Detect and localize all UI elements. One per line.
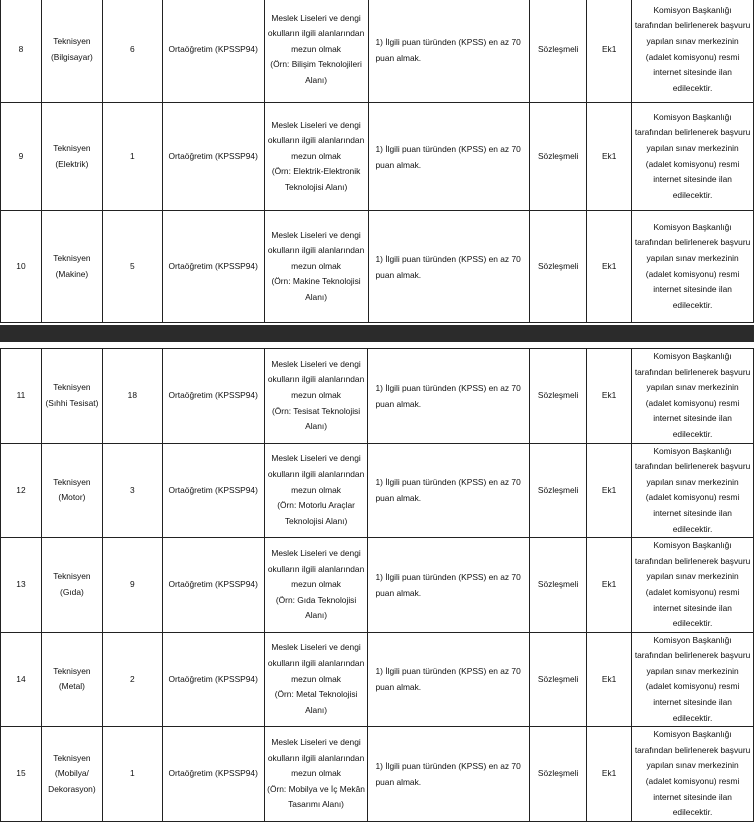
title-cell	[41, 443, 102, 538]
title-cell-line: Teknisyen	[53, 665, 91, 676]
employment-type-cell: Sözleşmeli	[530, 538, 587, 633]
qualification-cell-line: Meslek Liseleri ve dengi	[271, 547, 361, 558]
notes-cell-line: Komisyon Başkanlığı	[653, 4, 732, 15]
notes-cell-line: internet sitesinde ilan	[653, 507, 732, 518]
education-cell: Ortaöğretim (KPSSP94)	[162, 727, 264, 822]
title-cell-line: (Makine)	[55, 268, 89, 279]
qualification-cell-line: mezun olmak	[291, 43, 341, 54]
qualification-cell-line: Meslek Liseleri ve dengi	[271, 453, 361, 464]
exam-requirement-cell-line: 1) İlgili puan türünden (KPSS) en az 70	[375, 253, 521, 264]
title-cell-line: Teknisyen	[53, 476, 91, 487]
quota-cell: 1	[102, 103, 162, 211]
qualification-cell	[264, 349, 368, 444]
employment-type-cell: Sözleşmeli	[530, 103, 587, 211]
exam-requirement-cell-line: puan almak.	[375, 159, 422, 170]
qualification-cell-line: mezun olmak	[291, 150, 341, 161]
qualification-cell-line: mezun olmak	[291, 579, 341, 590]
notes-cell-line: Komisyon Başkanlığı	[653, 729, 732, 740]
exam-requirement-cell-line: 1) İlgili puan türünden (KPSS) en az 70	[375, 761, 521, 772]
title-cell-line: Teknisyen	[53, 35, 91, 46]
exam-requirement-cell-line: puan almak.	[375, 269, 422, 280]
position-table-top	[0, 0, 754, 323]
notes-cell-line: edilecektir.	[672, 712, 713, 723]
notes-cell-line: edilecektir.	[672, 428, 713, 439]
notes-cell-line: yapılan sınav merkezinin	[646, 142, 739, 153]
exam-requirement-cell-line: puan almak.	[375, 777, 422, 788]
exam-requirement-cell	[368, 632, 530, 727]
notes-cell-line: tarafından belirlenerek başvuru	[634, 20, 751, 31]
qualification-cell-line: (Örn: Bilişim Teknolojileri	[270, 59, 362, 70]
annex-cell: Ek1	[587, 443, 632, 538]
notes-cell-line: (adalet komisyonu) resmi	[645, 158, 740, 169]
notes-cell-line: internet sitesinde ilan	[653, 174, 732, 185]
annex-cell: Ek1	[587, 538, 632, 633]
exam-requirement-cell	[368, 538, 530, 633]
title-cell-line: (Mobilya/	[54, 768, 89, 779]
notes-cell-line: edilecektir.	[672, 618, 713, 629]
qualification-cell-line: okulların ilgili alanlarından	[267, 468, 365, 479]
employment-type-cell: Sözleşmeli	[530, 727, 587, 822]
row-number-cell: 9	[1, 103, 42, 211]
exam-requirement-cell	[368, 349, 530, 444]
notes-cell-line: yapılan sınav merkezinin	[646, 35, 739, 46]
exam-requirement-cell	[368, 211, 530, 323]
title-cell-line: Dekorasyon)	[48, 783, 96, 794]
qualification-cell-line: (Örn: Metal Teknolojisi	[274, 689, 358, 700]
employment-type-cell: Sözleşmeli	[530, 0, 587, 103]
notes-cell-line: Komisyon Başkanlığı	[653, 445, 732, 456]
qualification-cell-line: okulların ilgili alanlarından	[267, 135, 365, 146]
title-cell-line: (Bilgisayar)	[50, 51, 93, 62]
qualification-cell-line: mezun olmak	[291, 389, 341, 400]
title-cell	[41, 103, 102, 211]
title-cell-line: Teknisyen	[53, 252, 91, 263]
education-cell: Ortaöğretim (KPSSP94)	[162, 632, 264, 727]
qualification-cell-line: (Örn: Makine Teknolojisi	[271, 276, 361, 287]
qualification-cell	[264, 103, 368, 211]
table-row	[1, 211, 754, 323]
notes-cell-line: tarafından belirlenerek başvuru	[634, 555, 751, 566]
notes-cell	[632, 727, 754, 822]
qualification-cell-line: Alanı)	[305, 74, 327, 85]
notes-cell-line: Komisyon Başkanlığı	[653, 351, 732, 361]
annex-cell: Ek1	[587, 103, 632, 211]
title-cell	[41, 538, 102, 633]
qualification-cell-line: okulların ilgili alanlarından	[267, 752, 365, 763]
qualification-cell-line: (Örn: Elektrik-Elektronik	[271, 166, 361, 177]
qualification-cell-line: Teknolojisi Alanı)	[284, 181, 348, 192]
title-cell-line: (Sıhhi Tesisat)	[45, 397, 99, 408]
qualification-cell-line: mezun olmak	[291, 484, 341, 495]
notes-cell-line: yapılan sınav merkezinin	[646, 476, 739, 487]
quota-cell: 1	[102, 727, 162, 822]
qualification-cell-line: Meslek Liseleri ve dengi	[271, 737, 361, 748]
table-row	[1, 727, 754, 822]
annex-cell: Ek1	[587, 349, 632, 444]
qualification-cell-line: okulların ilgili alanlarından	[267, 28, 365, 39]
notes-cell-line: yapılan sınav merkezinin	[646, 760, 739, 771]
row-number-cell: 8	[1, 0, 42, 103]
qualification-cell-line: Tasarımı Alanı)	[288, 799, 344, 810]
notes-cell-line: tarafından belirlenerek başvuru	[634, 127, 751, 138]
qualification-cell-line: okulların ilgili alanlarından	[267, 245, 365, 256]
row-number-cell: 11	[1, 349, 42, 444]
notes-cell-line: (adalet komisyonu) resmi	[645, 51, 740, 62]
notes-cell-line: edilecektir.	[672, 189, 713, 200]
exam-requirement-cell-line: 1) İlgili puan türünden (KPSS) en az 70	[375, 382, 521, 393]
title-cell-line: (Elektrik)	[55, 158, 89, 169]
notes-cell-line: tarafından belirlenerek başvuru	[634, 366, 751, 377]
notes-cell-line: edilecektir.	[672, 807, 713, 818]
notes-cell-line: Komisyon Başkanlığı	[653, 634, 732, 645]
row-number-cell: 13	[1, 538, 42, 633]
employment-type-cell: Sözleşmeli	[530, 349, 587, 444]
education-cell: Ortaöğretim (KPSSP94)	[162, 211, 264, 323]
employment-type-cell: Sözleşmeli	[530, 211, 587, 323]
annex-cell: Ek1	[587, 727, 632, 822]
notes-cell-line: Komisyon Başkanlığı	[653, 540, 732, 551]
notes-cell-line: tarafından belirlenerek başvuru	[634, 237, 751, 248]
quota-cell: 2	[102, 632, 162, 727]
qualification-cell-line: okulların ilgili alanlarından	[267, 563, 365, 574]
title-cell	[41, 349, 102, 444]
education-cell: Ortaöğretim (KPSSP94)	[162, 103, 264, 211]
title-cell-line: (Metal)	[58, 681, 85, 692]
notes-cell-line: (adalet komisyonu) resmi	[645, 397, 740, 408]
notes-cell-line: Komisyon Başkanlığı	[653, 221, 732, 232]
row-number-cell: 14	[1, 632, 42, 727]
notes-cell-line: edilecektir.	[672, 523, 713, 534]
qualification-cell-line: mezun olmak	[291, 673, 341, 684]
notes-cell	[632, 211, 754, 323]
qualification-cell-line: (Örn: Motorlu Araçlar	[277, 500, 355, 511]
annex-cell: Ek1	[587, 211, 632, 323]
exam-requirement-cell-line: 1) İlgili puan türünden (KPSS) en az 70	[375, 571, 521, 582]
quota-cell: 6	[102, 0, 162, 103]
exam-requirement-cell	[368, 443, 530, 538]
qualification-cell	[264, 538, 368, 633]
exam-requirement-cell	[368, 727, 530, 822]
title-cell	[41, 0, 102, 103]
exam-requirement-cell-line: puan almak.	[375, 587, 422, 598]
table-row	[1, 538, 754, 633]
notes-cell-line: (adalet komisyonu) resmi	[645, 268, 740, 279]
qualification-cell-line: Meslek Liseleri ve dengi	[271, 229, 361, 240]
qualification-cell-line: Alanı)	[305, 704, 327, 715]
qualification-cell-line: Meslek Liseleri ve dengi	[271, 119, 361, 130]
notes-cell-line: yapılan sınav merkezinin	[646, 665, 739, 676]
qualification-cell-line: Meslek Liseleri ve dengi	[271, 12, 361, 23]
exam-requirement-cell-line: 1) İlgili puan türünden (KPSS) en az 70	[375, 666, 521, 677]
qualification-cell	[264, 632, 368, 727]
exam-requirement-cell-line: puan almak.	[375, 398, 422, 409]
qualification-cell	[264, 0, 368, 103]
qualification-cell	[264, 443, 368, 538]
notes-cell-line: tarafından belirlenerek başvuru	[634, 744, 751, 755]
notes-cell-line: yapılan sınav merkezinin	[646, 571, 739, 582]
notes-cell-line: yapılan sınav merkezinin	[646, 382, 739, 393]
exam-requirement-cell-line: puan almak.	[375, 52, 422, 63]
exam-requirement-cell-line: puan almak.	[375, 682, 422, 693]
notes-cell-line: internet sitesinde ilan	[653, 67, 732, 78]
qualification-cell-line: Alanı)	[305, 291, 327, 302]
quota-cell: 5	[102, 211, 162, 323]
annex-cell: Ek1	[587, 632, 632, 727]
notes-cell-line: internet sitesinde ilan	[653, 284, 732, 295]
qualification-cell-line: mezun olmak	[291, 260, 341, 271]
annex-cell: Ek1	[587, 0, 632, 103]
table-row	[1, 632, 754, 727]
position-table-bottom	[0, 348, 754, 822]
education-cell: Ortaöğretim (KPSSP94)	[162, 443, 264, 538]
exam-requirement-cell	[368, 0, 530, 103]
exam-requirement-cell-line: 1) İlgili puan türünden (KPSS) en az 70	[375, 477, 521, 488]
exam-requirement-cell-line: 1) İlgili puan türünden (KPSS) en az 70	[375, 143, 521, 154]
row-number-cell: 12	[1, 443, 42, 538]
education-cell: Ortaöğretim (KPSSP94)	[162, 538, 264, 633]
notes-cell-line: internet sitesinde ilan	[653, 602, 732, 613]
qualification-cell-line: okulların ilgili alanlarından	[267, 658, 365, 669]
title-cell-line: Teknisyen	[53, 142, 91, 153]
notes-cell-line: internet sitesinde ilan	[653, 413, 732, 424]
exam-requirement-cell-line: 1) İlgili puan türünden (KPSS) en az 70	[375, 36, 521, 47]
notes-cell-line: internet sitesinde ilan	[653, 697, 732, 708]
notes-cell	[632, 538, 754, 633]
education-cell: Ortaöğretim (KPSSP94)	[162, 0, 264, 103]
title-cell-line: (Gıda)	[60, 586, 84, 597]
title-cell-line: Teknisyen	[53, 571, 91, 582]
exam-requirement-cell	[368, 103, 530, 211]
notes-cell-line: tarafından belirlenerek başvuru	[634, 650, 751, 661]
title-cell-line: Teknisyen	[53, 382, 91, 393]
notes-cell-line: (adalet komisyonu) resmi	[645, 776, 740, 787]
qualification-cell-line: mezun olmak	[291, 768, 341, 779]
notes-cell	[632, 0, 754, 103]
qualification-cell-line: Meslek Liseleri ve dengi	[271, 642, 361, 653]
table-row	[1, 0, 754, 103]
row-number-cell: 15	[1, 727, 42, 822]
qualification-cell-line: Alanı)	[305, 610, 327, 621]
qualification-cell	[264, 727, 368, 822]
notes-cell-line: (adalet komisyonu) resmi	[645, 586, 740, 597]
notes-cell-line: yapılan sınav merkezinin	[646, 252, 739, 263]
row-number-cell: 10	[1, 211, 42, 323]
table-row	[1, 443, 754, 538]
notes-cell	[632, 349, 754, 444]
title-cell	[41, 632, 102, 727]
title-cell-line: (Motor)	[58, 492, 86, 503]
exam-requirement-cell-line: puan almak.	[375, 493, 422, 504]
notes-cell-line: internet sitesinde ilan	[653, 791, 732, 802]
title-cell-line: Teknisyen	[53, 752, 91, 763]
qualification-cell-line: (Örn: Mobilya ve İç Mekân	[267, 783, 365, 794]
notes-cell-line: Komisyon Başkanlığı	[653, 111, 732, 122]
qualification-cell	[264, 211, 368, 323]
qualification-cell-line: (Örn: Tesisat Teknolojisi	[271, 405, 361, 416]
table-row	[1, 103, 754, 211]
table-row	[1, 349, 754, 444]
quota-cell: 3	[102, 443, 162, 538]
notes-cell-line: (adalet komisyonu) resmi	[645, 492, 740, 503]
title-cell	[41, 727, 102, 822]
education-cell: Ortaöğretim (KPSSP94)	[162, 349, 264, 444]
notes-cell-line: edilecektir.	[672, 82, 713, 93]
notes-cell-line: tarafından belirlenerek başvuru	[634, 461, 751, 472]
quota-cell: 18	[102, 349, 162, 444]
notes-cell-line: edilecektir.	[672, 299, 713, 310]
employment-type-cell: Sözleşmeli	[530, 443, 587, 538]
qualification-cell-line: Meslek Liseleri ve dengi	[271, 358, 361, 369]
notes-cell	[632, 443, 754, 538]
title-cell	[41, 211, 102, 323]
qualification-cell-line: (Örn: Gıda Teknolojisi	[275, 594, 357, 605]
notes-cell	[632, 632, 754, 727]
notes-cell	[632, 103, 754, 211]
employment-type-cell: Sözleşmeli	[530, 632, 587, 727]
qualification-cell-line: Teknolojisi Alanı)	[284, 515, 348, 526]
notes-cell-line: (adalet komisyonu) resmi	[645, 681, 740, 692]
qualification-cell-line: Alanı)	[305, 421, 327, 432]
page-divider	[0, 325, 754, 342]
qualification-cell-line: okulların ilgili alanlarından	[267, 374, 365, 385]
quota-cell: 9	[102, 538, 162, 633]
